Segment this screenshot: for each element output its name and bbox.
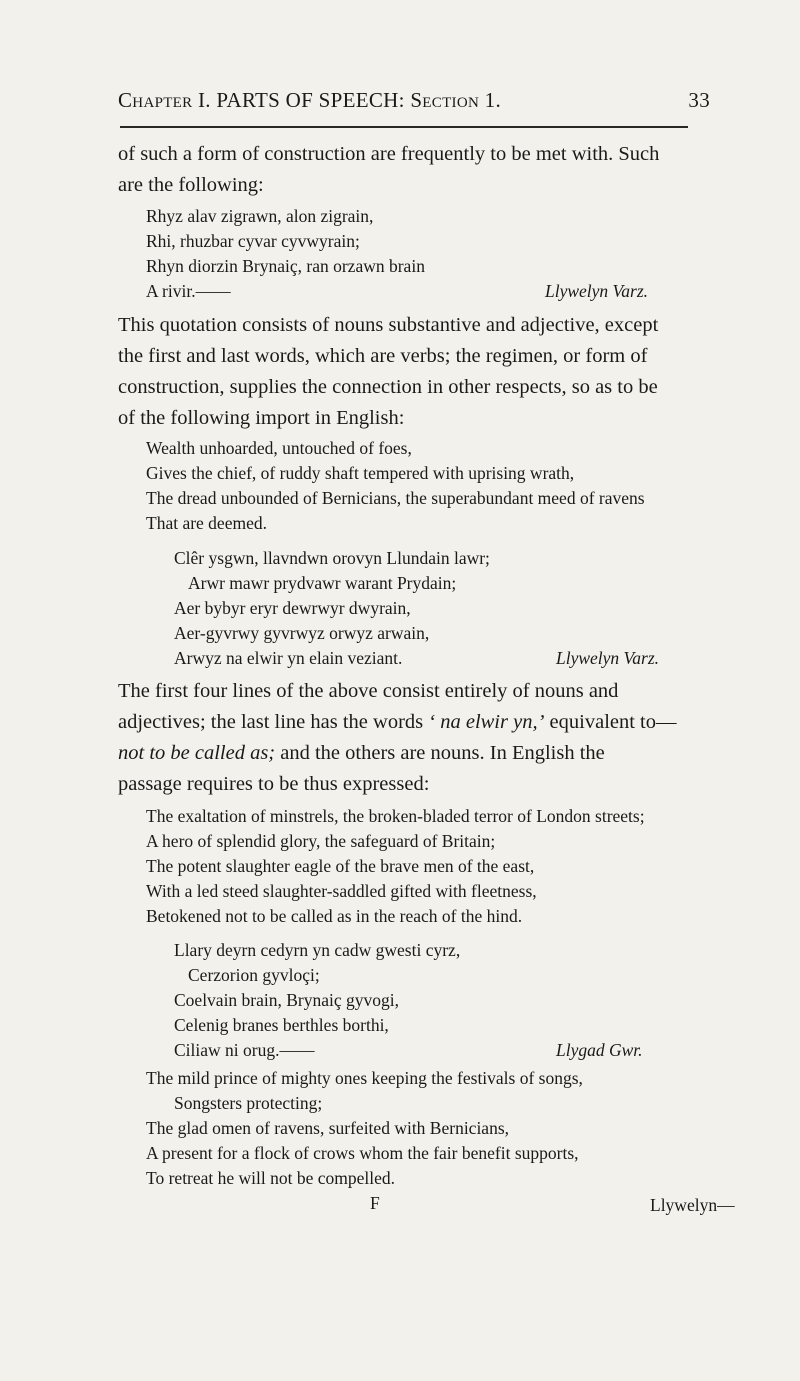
translation-line: Gives the chief, of ruddy shaft tempered with uprising wrath, (146, 463, 575, 483)
text-line: This quotation consists of nouns substantive and adjective, except (118, 314, 659, 336)
page-number: 33 (688, 88, 710, 112)
chapter-numeral: I. (198, 88, 211, 112)
translation-line: The exaltation of minstrels, the broken-bladed terror of London streets; (146, 806, 645, 826)
translation-line: Betokened not to be called as in the reach of the hind. (146, 906, 523, 926)
attribution: Llygad Gwr. (556, 1040, 643, 1060)
attribution: Llywelyn Varz. (556, 648, 660, 668)
section-number: 1. (484, 88, 502, 112)
text-line: The first four lines of the above consist entirely of nouns and (118, 680, 619, 702)
verse-line: Rhi, rhuzbar cyvar cyvwyrain; (146, 231, 360, 251)
translation-line: The dread unbounded of Bernicians, the superabundant meed of ravens (146, 488, 645, 508)
text-line: of the following import in English: (118, 407, 405, 429)
text-run: adjectives; the last line has the words (118, 711, 429, 733)
chapter-heading (118, 88, 501, 113)
verse-line: Llary deyrn cedyrn yn cadw gwesti cyrz, (174, 940, 461, 960)
text-run: and the others are nouns. In English the (275, 742, 605, 764)
header-rule (120, 126, 688, 128)
attribution: Llywelyn Varz. (545, 281, 649, 301)
running-header (118, 88, 710, 122)
translation-line: Wealth unhoarded, untouched of foes, (146, 438, 412, 458)
chapter-word: Chapter (118, 88, 193, 112)
italic-run: not to be called as; (118, 742, 276, 764)
verse-line: Clêr ysgwn, llavndwn orovyn Llundain lawr; (174, 548, 490, 568)
text-line: the first and last words, which are verbs; the regimen, or form of (118, 345, 648, 367)
text-line: are the following: (118, 174, 264, 196)
verse-line: Arwr mawr prydvawr warant Prydain; (188, 573, 457, 593)
translation-line: With a led steed slaughter-saddled gifted with fleetness, (146, 881, 537, 901)
translation-line: To retreat he will not be compelled. (146, 1168, 396, 1188)
translation-line: The mild prince of mighty ones keeping the festivals of songs, (146, 1068, 583, 1088)
verse-line: Aer bybyr eryr dewrwyr dwyrain, (174, 598, 411, 618)
chapter-title: PARTS OF SPEECH: (216, 88, 405, 112)
translation-line: A present for a flock of crows whom the fair benefit supports, (146, 1143, 579, 1163)
verse-line: Cerzorion gyvloçi; (188, 965, 320, 985)
translation-line: A hero of splendid glory, the safeguard of Britain; (146, 831, 496, 851)
translation-line: The glad omen of ravens, surfeited with Bernicians, (146, 1118, 510, 1138)
text-run: equivalent to— (544, 711, 677, 733)
text-line: construction, supplies the connection in other respects, so as to be (118, 376, 658, 398)
signature-mark: F (370, 1193, 380, 1213)
verse-line: Arwyz na elwir yn elain veziant. (174, 648, 403, 668)
verse-line: Aer-gyvrwy gyvrwyz orwyz arwain, (174, 623, 430, 643)
text-line (118, 742, 605, 765)
translation-line: Songsters protecting; (174, 1093, 323, 1113)
translation-line: That are deemed. (146, 513, 267, 533)
verse-line: Coelvain brain, Brynaiç gyvogi, (174, 990, 400, 1010)
text-line: of such a form of construction are frequently to be met with. Such (118, 143, 660, 165)
catchword: Llywelyn— (650, 1195, 735, 1215)
verse-line: Rhyz alav zigrawn, alon zigrain, (146, 206, 374, 226)
verse-line: A rivir.—— (146, 281, 231, 301)
section-word: Section (410, 88, 480, 112)
text-line: passage requires to be thus expressed: (118, 773, 430, 795)
text-line (118, 711, 677, 734)
verse-line: Celenig branes berthles borthi, (174, 1015, 389, 1035)
italic-run: ‘ na elwir yn,’ (428, 711, 545, 733)
translation-line: The potent slaughter eagle of the brave men of the east, (146, 856, 535, 876)
verse-line: Rhyn diorzin Brynaiç, ran orzawn brain (146, 256, 425, 276)
verse-line: Ciliaw ni orug.—— (174, 1040, 315, 1060)
